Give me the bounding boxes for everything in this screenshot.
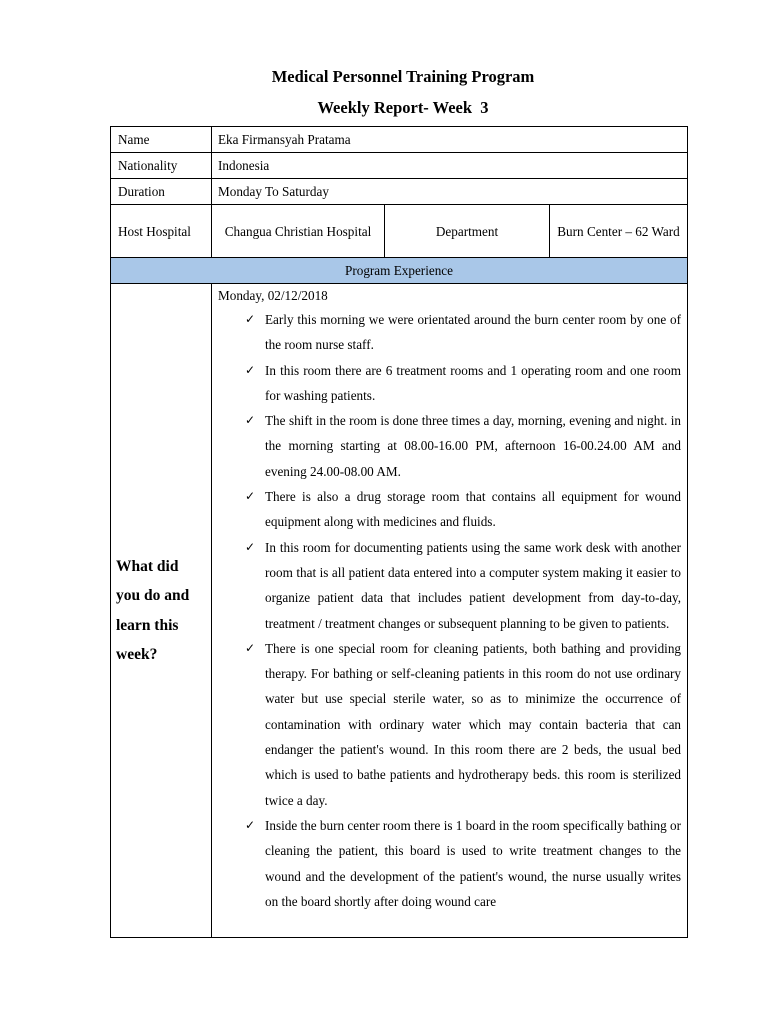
weekly-question: What did you do and learn this week? bbox=[111, 284, 212, 938]
report-title: Medical Personnel Training Program bbox=[271, 67, 535, 86]
list-item-text: The shift in the room is done three times a day, morning, evening and night. in the morning starting at 08.00-16.00 PM, afternoon 16-00.24.00 AM and evening 24.00-08.00 AM. bbox=[265, 413, 682, 479]
list-item bbox=[218, 358, 681, 409]
list-item-text: Inside the burn center room there is 1 board in the room specifically bathing or cleaning the patient, this board is used to write treatment changes to the wound and the development of the patient's wound, the nurse usually writes on the board shortly after doing wound care bbox=[265, 817, 682, 909]
department-label: Department bbox=[385, 205, 550, 258]
check-icon: ✓ bbox=[245, 312, 256, 326]
day-heading: Monday, 02/12/2018 bbox=[218, 288, 328, 303]
name-value: Eka Firmansyah Pratama bbox=[212, 127, 688, 153]
department-value: Burn Center – 62 Ward bbox=[550, 205, 688, 258]
check-icon: ✓ bbox=[245, 413, 256, 428]
check-icon: ✓ bbox=[245, 362, 256, 377]
list-item-text: There is one special room for cleaning patients, both bathing and providing therapy. For bathing or self-cleaning patients in this room do not use ordinary water but use special sterile water, so as to minimize the occurrence of contamination with ordinary water which may contain bacteria that can endanger the patient's wound. In this room there are 2 beds, the usual bed which is used to bathe patients and hydrotherapy beds. this room is sterilized twice a day. bbox=[265, 640, 682, 808]
list-item bbox=[218, 813, 681, 914]
name-row bbox=[111, 127, 688, 153]
list-item bbox=[218, 484, 681, 535]
check-icon: ✓ bbox=[245, 489, 256, 504]
check-icon: ✓ bbox=[245, 539, 256, 554]
activities-content bbox=[212, 284, 688, 938]
weekly-report-table bbox=[110, 126, 688, 938]
nationality-label: Nationality bbox=[111, 153, 212, 179]
host-hospital-value: Changua Christian Hospital bbox=[212, 205, 385, 258]
check-icon: ✓ bbox=[245, 817, 256, 832]
activities-row bbox=[111, 284, 688, 938]
host-hospital-label: Host Hospital bbox=[111, 205, 212, 258]
duration-value: Monday To Saturday bbox=[212, 179, 688, 205]
list-item bbox=[218, 636, 681, 813]
duration-row bbox=[111, 179, 688, 205]
program-experience-row bbox=[111, 258, 688, 284]
name-label: Name bbox=[111, 127, 212, 153]
list-item-text: In this room for documenting patients using the same work desk with another room that is all patient data entered into a computer system making it easier to organize patient data that includes patient development from day-to-day, treatment / treatment changes or subsequent planning to be given to patients. bbox=[265, 539, 682, 631]
check-icon: ✓ bbox=[245, 640, 256, 655]
list-item bbox=[218, 535, 681, 636]
program-experience-heading: Program Experience bbox=[111, 258, 688, 284]
activity-list bbox=[218, 307, 681, 914]
list-item bbox=[218, 307, 681, 358]
host-hospital-row bbox=[111, 205, 688, 258]
report-subtitle: Weekly Report- Week 3 bbox=[317, 98, 489, 117]
nationality-value: Indonesia bbox=[212, 153, 688, 179]
list-item-text: There is also a drug storage room that contains all equipment for wound equipment along with medicines and fluids. bbox=[265, 489, 682, 530]
list-item bbox=[218, 408, 681, 484]
list-item-text: Early this morning we were orientated around the burn center room by one of the room nurse staff. bbox=[265, 312, 682, 353]
list-item-text: In this room there are 6 treatment rooms and 1 operating room and one room for washing patients. bbox=[265, 362, 682, 403]
duration-label: Duration bbox=[111, 179, 212, 205]
nationality-row bbox=[111, 153, 688, 179]
